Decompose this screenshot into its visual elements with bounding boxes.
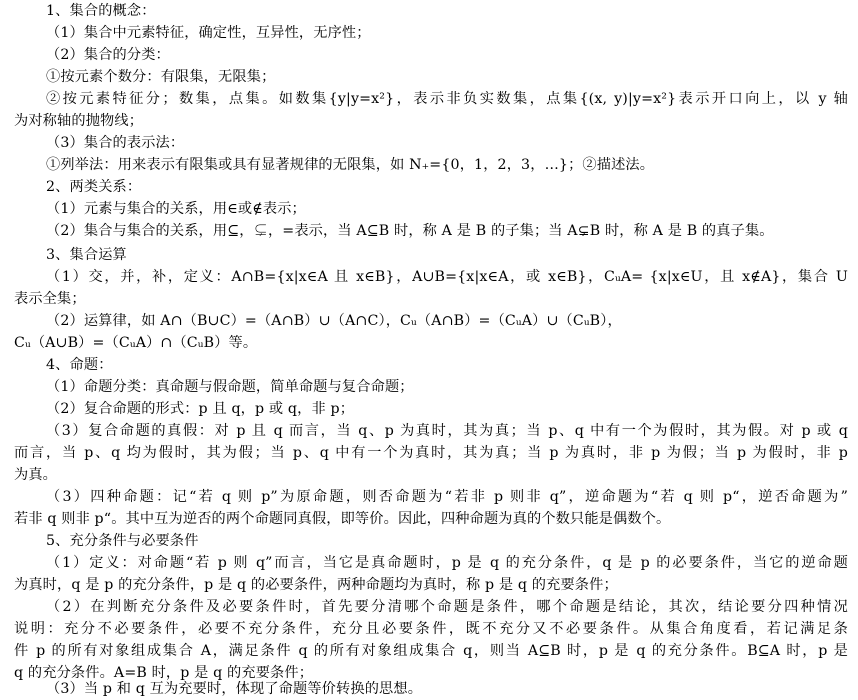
paragraph-line: （1）交，并，补，定义：A∩B={x|x∈A 且 x∈B}，A∪B={x|x∈A，或 x∈B}，CᵤA= {x|x∈U，且 x∉A}，集合 U — [46, 269, 848, 285]
paragraph-line: （2）集合与集合的关系，用⊆，⊊，=表示，当 A⊆B 时，称 A 是 B 的子集；当 A⊊B 时，称 A 是 B 的真子集。 — [46, 223, 774, 239]
heading-set-concept: 1、集合的概念： — [46, 3, 156, 19]
paragraph-line: 为对称轴的抛物线； — [14, 113, 144, 129]
heading-two-relations: 2、两类关系： — [46, 179, 142, 195]
paragraph-line: （1）集合中元素特征，确定性，互异性，无序性； — [46, 25, 371, 41]
paragraph-line: （2）在判断充分条件及必要条件时，首先要分清哪个命题是条件，哪个命题是结论，其次，结论要分四种情况 — [46, 599, 848, 615]
paragraph-line: （3）复合命题的真假：对 p 且 q 而言，当 q、p 为真时，其为真；当 p、q 中有一个为假时，其为假。对 p 或 q — [46, 423, 848, 439]
paragraph-line: Cᵤ（A∪B）=（CᵤA）∩（CᵤB）等。 — [14, 335, 258, 351]
paragraph-line: （2）复合命题的形式：p 且 q，p 或 q，非 p； — [46, 401, 355, 417]
paragraph-line: 说明：充分不必要条件，必要不充分条件，充分且必要条件，既不充分又不必要条件。从集合角度看，若记满足条 — [14, 621, 848, 637]
paragraph-line: （2）运算律，如 A∩（B∪C）=（A∩B）∪（A∩C），Cᵤ（A∩B）=（CᵤA）∪（CᵤB）， — [46, 313, 622, 329]
paragraph-line: （3）集合的表示法： — [46, 135, 185, 151]
heading-propositions: 4、命题： — [46, 357, 113, 373]
paragraph-line: （3）当 p 和 q 互为充要时，体现了命题等价转换的思想。 — [46, 681, 423, 697]
paragraph-line: 为真时，q 是 p 的充分条件，p 是 q 的必要条件，两种命题均为真时，称 p 是 q 的充要条件； — [14, 577, 618, 593]
heading-set-operations: 3、集合运算 — [46, 247, 127, 263]
paragraph-line: ①列举法：用来表示有限集或具有显著规律的无限集，如 N₊={0，1，2，3，…}；②描述法。 — [46, 157, 655, 173]
paragraph-line: （3）四种命题：记“若 q 则 p”为原命题，则否命题为“若非 p 则非 q”，逆命题为“若 q 则 p“，逆否命题为” — [46, 489, 848, 505]
paragraph-line: 而言，当 p、q 均为假时，其为假；当 p、q 中有一个为真时，其为真；当 p 为真时，非 p 为假；当 p 为假时，非 p — [14, 445, 848, 461]
paragraph-line: q 的充分条件。A=B 时，p 是 q 的充要条件； — [14, 665, 314, 681]
paragraph-line: ②按元素特征分；数集，点集。如数集{y|y=x²}，表示非负实数集，点集{(x, y)|y=x²}表示开口向上，以 y 轴 — [46, 91, 848, 107]
paragraph-line: 若非 q 则非 p“。其中互为逆否的两个命题同真假，即等价。因此，四种命题为真的个数只能是偶数个。 — [14, 511, 671, 527]
paragraph-line: （1）命题分类：真命题与假命题，简单命题与复合命题； — [46, 379, 414, 395]
paragraph-line: 表示全集； — [14, 291, 86, 307]
paragraph-line: ①按元素个数分：有限集，无限集； — [46, 69, 276, 85]
paragraph-line: 为真。 — [14, 467, 58, 483]
heading-conditions: 5、充分条件与必要条件 — [46, 533, 199, 549]
paragraph-line: （1）定义：对命题“若 p 则 q”而言，当它是真命题时，p 是 q 的充分条件，q 是 p 的必要条件，当它的逆命题 — [46, 555, 848, 571]
paragraph-line: 件 p 的所有对象组成集合 A，满足条件 q 的所有对象组成集合 q，则当 A⊆B 时，p 是 q 的充分条件。B⊆A 时，p 是 — [14, 643, 848, 659]
paragraph-line: （1）元素与集合的关系，用∈或∉表示； — [46, 201, 306, 217]
paragraph-line: （2）集合的分类： — [46, 47, 170, 63]
